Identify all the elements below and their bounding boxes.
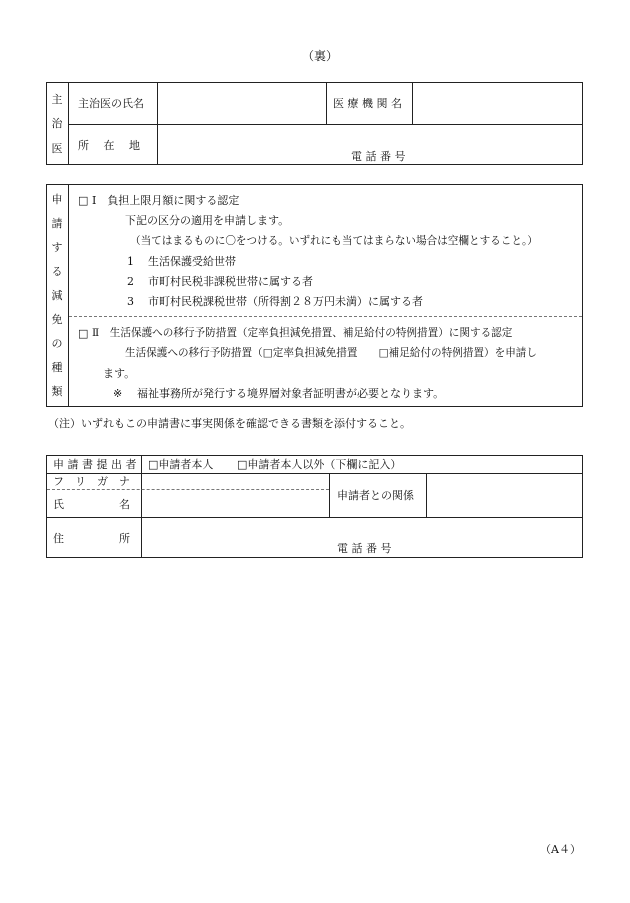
option2-note: 福祉事務所が発行する境界層対象者証明書が必要となります。 bbox=[137, 387, 445, 400]
doctor-name-field[interactable] bbox=[158, 83, 325, 123]
option1-item[interactable]: 市町村民税課税世帯（所得割２８万円未満）に属する者 bbox=[148, 295, 423, 308]
submitter-other-option[interactable]: □申請者本人以外（下欄に記入） bbox=[237, 458, 402, 471]
furigana-label: フ リ ガ ナ bbox=[53, 475, 130, 488]
submitter-self-option[interactable]: □申請者本人 bbox=[148, 458, 214, 471]
note-mark: ※ bbox=[113, 387, 123, 400]
applicant-name-field[interactable] bbox=[142, 490, 328, 516]
option1-item[interactable]: 生活保護受給世帯 bbox=[148, 255, 236, 268]
doctor-side-char: 治 bbox=[51, 117, 63, 130]
furigana-field[interactable] bbox=[142, 474, 328, 488]
doctor-address-label: 所 在 地 bbox=[78, 139, 140, 152]
reduction-side-char: る bbox=[51, 265, 63, 278]
applicant-name-label: 氏 名 bbox=[53, 498, 130, 511]
institution-label: 医 療 機 関 名 bbox=[333, 97, 402, 110]
option1-item[interactable]: 市町村民税非課税世帯に属する者 bbox=[148, 275, 313, 288]
option1-line1: 下記の区分の適用を申請します。 bbox=[125, 214, 290, 227]
doctor-side-char: 主 bbox=[51, 93, 63, 106]
reduction-side-char: す bbox=[51, 241, 63, 254]
doctor-name-label: 主治医の氏名 bbox=[78, 97, 144, 110]
option2-title: Ⅱ 生活保護への移行予防措置（定率負担減免措置、補足給付の特例措置）に関する認定 bbox=[92, 327, 513, 339]
page-side-label: （裏） bbox=[302, 49, 339, 63]
option1-title: Ⅰ 負担上限月額に関する認定 bbox=[92, 194, 240, 207]
option1-item-num: 3 bbox=[127, 295, 134, 308]
reduction-side-char: の bbox=[51, 337, 63, 350]
relationship-label: 申請者との関係 bbox=[337, 489, 414, 502]
reduction-side-char: 減 bbox=[51, 289, 63, 302]
reduction-side-char: 種 bbox=[51, 361, 63, 374]
doctor-side-char: 医 bbox=[51, 142, 63, 155]
option1-checkbox[interactable]: □ bbox=[78, 194, 89, 207]
reduction-side-char: 類 bbox=[51, 385, 63, 398]
reduction-side-char: 免 bbox=[51, 313, 63, 326]
option2-checkbox[interactable]: □ bbox=[78, 327, 89, 340]
submitter-label: 申 請 書 提 出 者 bbox=[53, 458, 137, 471]
reduction-side-char: 請 bbox=[51, 217, 63, 230]
reduction-side-char: 申 bbox=[51, 193, 63, 206]
option1-item-num: 1 bbox=[127, 255, 134, 268]
submitter-phone-label: 電 話 番 号 bbox=[337, 542, 392, 555]
option1-item-num: 2 bbox=[127, 275, 134, 288]
doctor-phone-label: 電 話 番 号 bbox=[351, 150, 406, 163]
submitter-address-label: 住 所 bbox=[53, 532, 130, 545]
option2-line1: 生活保護への移行予防措置（□定率負担減免措置 □補足給付の特例措置）を申請し bbox=[125, 347, 537, 359]
relationship-field[interactable] bbox=[427, 474, 582, 516]
footnote: （注）いずれもこの申請書に事実関係を確認できる書類を添付すること。 bbox=[48, 417, 411, 430]
paper-size-label: （A４） bbox=[540, 843, 581, 856]
institution-field[interactable] bbox=[413, 83, 582, 123]
option2-line2: ます。 bbox=[103, 367, 136, 380]
option1-line2: （当てはまるものに〇をつける。いずれにも当てはまらない場合は空欄とすること。） bbox=[130, 235, 538, 247]
